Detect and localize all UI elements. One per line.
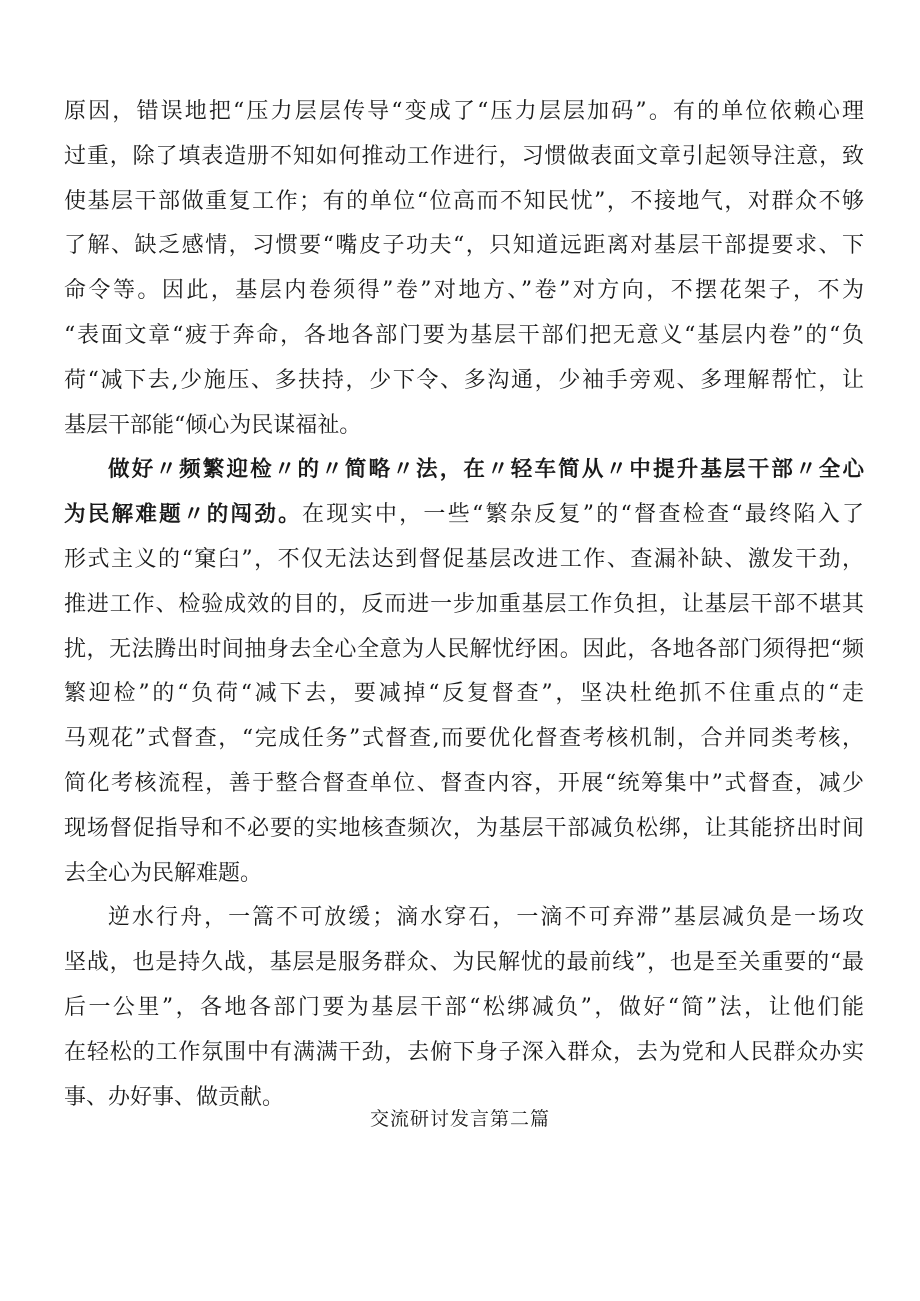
paragraph-2-heading-tail: 为民解难题〃的闯劲。 — [64, 502, 302, 528]
paragraph-1-line: 命令等。因此，基层内卷须得”卷”对地方、”卷”对方向，不摆花架子，不为 — [64, 278, 864, 304]
paragraph-1-line: 荷“减下去,少施压、多扶持，少下令、多沟通，少袖手旁观、多理解帮忙，让 — [64, 367, 864, 393]
paragraph-1-line: 过重，除了填表造册不知如何推动工作进行，习惯做表面文章引起领导注意，致 — [64, 143, 864, 169]
paragraph-2-line: 扰，无法腾出时间抽身去全心全意为人民解忧纾困。因此，各地各部门须得把“频 — [64, 636, 864, 662]
paragraph-1-line: “表面文章“疲于奔命，各地各部门要为基层干部们把无意义“基层内卷”的“负 — [64, 322, 864, 348]
paragraph-2 — [64, 448, 864, 896]
paragraph-3-line: 坚战，也是持久战，基层是服务群众、为民解忧的最前线”，也是至关重要的“最 — [64, 950, 864, 976]
paragraph-2-line: 马观花”式督查，“完成任务”式督查,而要优化督查考核机制，合并同类考核， — [64, 726, 864, 752]
paragraph-2-line: 形式主义的“窠臼”，不仅无法达到督促基层改进工作、查漏补缺、激发干劲， — [64, 546, 864, 572]
paragraph-1-line: 原因，错误地把“压力层层传导“变成了“压力层层加码”。有的单位依赖心理 — [64, 99, 864, 124]
paragraph-2-line: 简化考核流程，善于整合督查单位、督查内容，开展“统筹集中”式督查，减少 — [64, 770, 864, 796]
paragraph-2-line: 推进工作、检验成效的目的，反而进一步加重基层工作负担，让基层干部不堪其 — [64, 591, 864, 617]
paragraph-2-line-rest: 在现实中，一些“繁杂反复”的“督查检查“最终陷入了 — [301, 502, 864, 528]
paragraph-3-line: 在轻松的工作氛围中有满满干劲，去俯下身子深入群众，去为党和人民群众办实 — [64, 1039, 864, 1065]
paragraph-1-line: 了解、缺乏感情，习惯要“嘴皮子功夫“，只知道远距离对基层干部提要求、下 — [64, 233, 864, 259]
paragraph-2-line: 繁迎检”的“负荷“减下去，要减掉“反复督查”，坚决杜绝抓不住重点的“走 — [64, 681, 864, 707]
paragraph-3-line: 事、办好事、做贡献。 — [64, 1084, 285, 1110]
paragraph-3 — [64, 896, 864, 1120]
paragraph-2-heading-line: 做好〃频繁迎检〃的〃简略〃法，在〃轻车简从〃中提升基层干部〃全心 — [108, 457, 864, 483]
document-body — [64, 90, 864, 1120]
paragraph-2-mixed-line — [64, 493, 864, 538]
paragraph-3-line: 后一公里”，各地各部门要为基层干部“松绑减负”，做好“简”法，让他们能 — [64, 994, 864, 1020]
paragraph-2-line: 去全心为民解难题。 — [64, 860, 263, 886]
paragraph-1-line: 使基层干部做重复工作；有的单位“位高而不知民忧”，不接地气，对群众不够 — [64, 188, 864, 214]
section-title: 交流研讨发言第二篇 — [369, 1108, 550, 1130]
paragraph-1-line: 基层干部能“倾心为民谋福祉。 — [64, 412, 362, 438]
paragraph-3-line: 逆水行舟，一篙不可放缓；滴水穿石，一滴不可弃滞”基层减负是一场攻 — [108, 905, 864, 931]
paragraph-1 — [64, 90, 864, 448]
paragraph-2-line: 现场督促指导和不必要的实地核查频次，为基层干部减负松绑，让其能挤出时间 — [64, 815, 864, 841]
